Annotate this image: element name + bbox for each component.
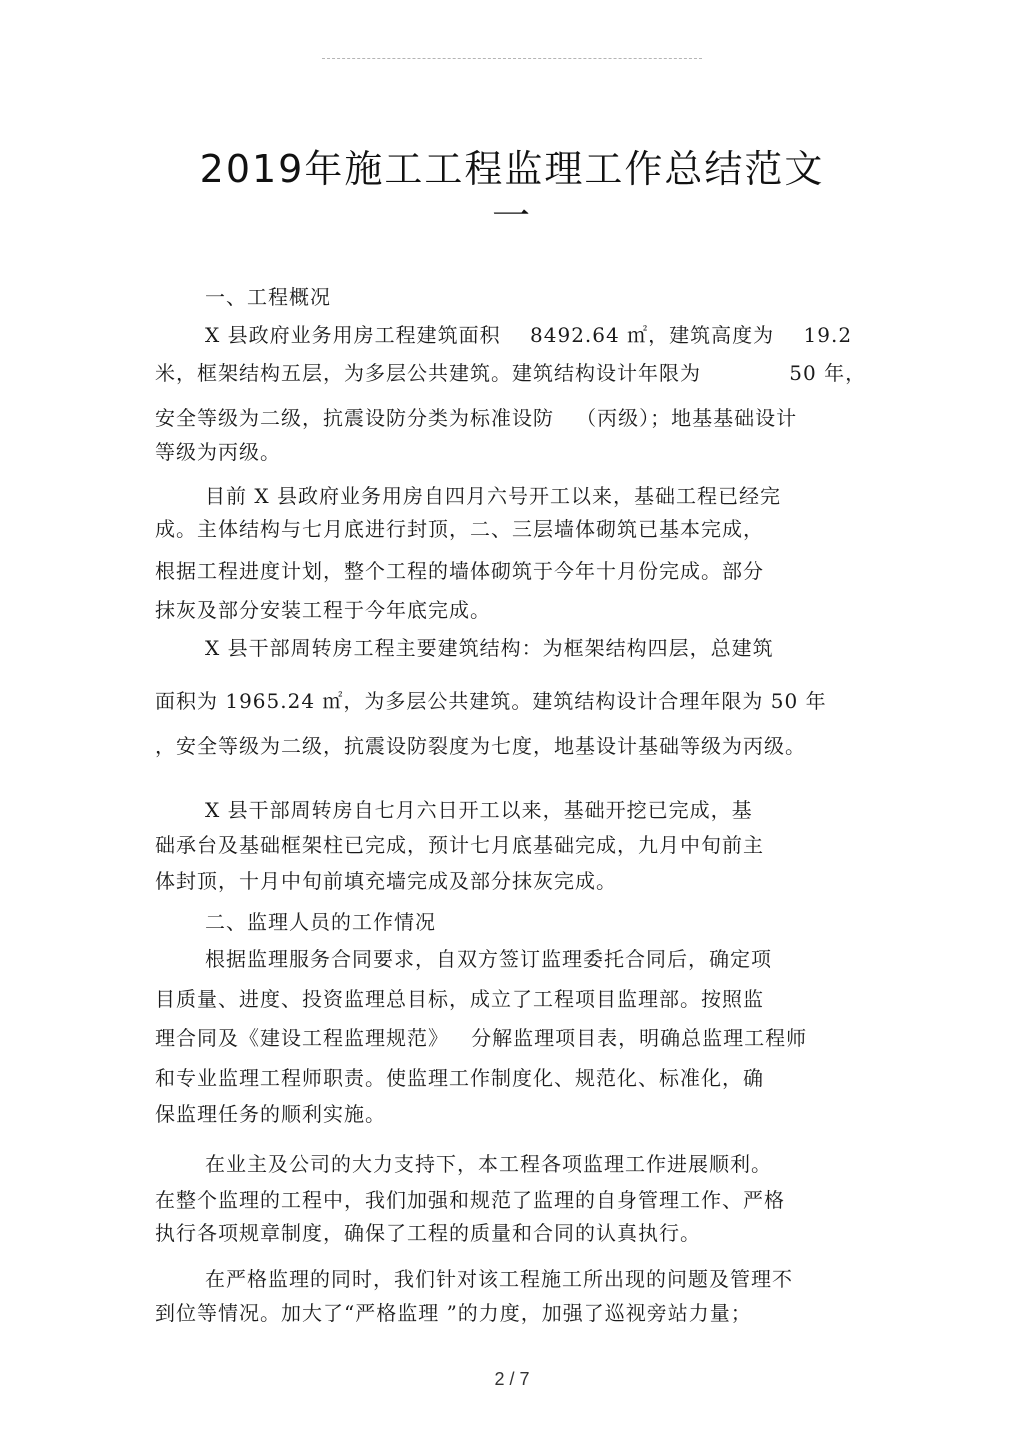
body-text-line: X 县政府业务用房工程建筑面积 8492.64 ㎡，建筑高度为 19.2 — [205, 323, 853, 347]
body-text-line: 执行各项规章制度，确保了工程的质量和合同的认真执行。 — [155, 1221, 701, 1245]
body-text-line: 在严格监理的同时，我们针对该工程施工所出现的问题及管理不 — [205, 1267, 793, 1291]
body-text-line: 础承台及基础框架柱已完成，预计七月底基础完成，九月中旬前主 — [155, 833, 764, 857]
body-text-line: 在整个监理的工程中，我们加强和规范了监理的自身管理工作、严格 — [155, 1188, 785, 1212]
section-heading: 一、工程概况 — [205, 285, 331, 309]
body-text-line: 米，框架结构五层，为多层公共建筑。建筑结构设计年限为 50 年， — [155, 361, 867, 385]
body-text-line: 在业主及公司的大力支持下，本工程各项监理工作进展顺利。 — [205, 1152, 772, 1176]
body-text-line: X 县干部周转房自七月六日开工以来，基础开挖已完成，基 — [205, 798, 753, 822]
body-text-line: 目前 X 县政府业务用房自四月六号开工以来，基础工程已经完 — [205, 484, 781, 508]
body-text-line: 根据监理服务合同要求，自双方签订监理委托合同后，确定项 — [205, 947, 772, 971]
body-text-line: 安全等级为二级，抗震设防分类为标准设防 （丙级）；地基基础设计 — [155, 406, 798, 430]
body-text-line: 成。主体结构与七月底进行封顶，二、三层墙体砌筑已基本完成， — [155, 517, 764, 541]
body-text-line: 抹灰及部分安装工程于今年底完成。 — [155, 598, 491, 622]
body-text-line: 等级为丙级。 — [155, 440, 281, 464]
body-text-line: 和专业监理工程师职责。使监理工作制度化、规范化、标准化，确 — [155, 1066, 764, 1090]
body-text-line: 根据工程进度计划，整个工程的墙体砌筑于今年十月份完成。部分 — [155, 559, 764, 583]
body-text-line: 目质量、进度、投资监理总目标，成立了工程项目监理部。按照监 — [155, 987, 764, 1011]
section-heading: 二、监理人员的工作情况 — [205, 910, 436, 934]
page-title-continued: 一 — [491, 194, 532, 238]
body-text-line: 到位等情况。加大了“严格监理 ”的力度，加强了巡视旁站力量； — [155, 1301, 752, 1325]
page-title: 2019年施工工程监理工作总结范文 — [199, 147, 825, 191]
body-text-line: 理合同及《建设工程监理规范》 分解监理项目表，明确总监理工程师 — [155, 1026, 808, 1050]
body-text-line: 面积为 1965.24 ㎡，为多层公共建筑。建筑结构设计合理年限为 50 年 — [155, 689, 827, 713]
page-number: 2 / 7 — [494, 1369, 530, 1389]
body-text-line: 体封顶，十月中旬前填充墙完成及部分抹灰完成。 — [155, 869, 617, 893]
body-text-line: X 县干部周转房工程主要建筑结构：为框架结构四层，总建筑 — [205, 636, 774, 660]
body-text-line: 保监理任务的顺利实施。 — [155, 1102, 386, 1126]
header-dashed-rule — [322, 58, 702, 59]
body-text-line: ，安全等级为二级，抗震设防裂度为七度，地基设计基础等级为丙级。 — [155, 734, 806, 758]
